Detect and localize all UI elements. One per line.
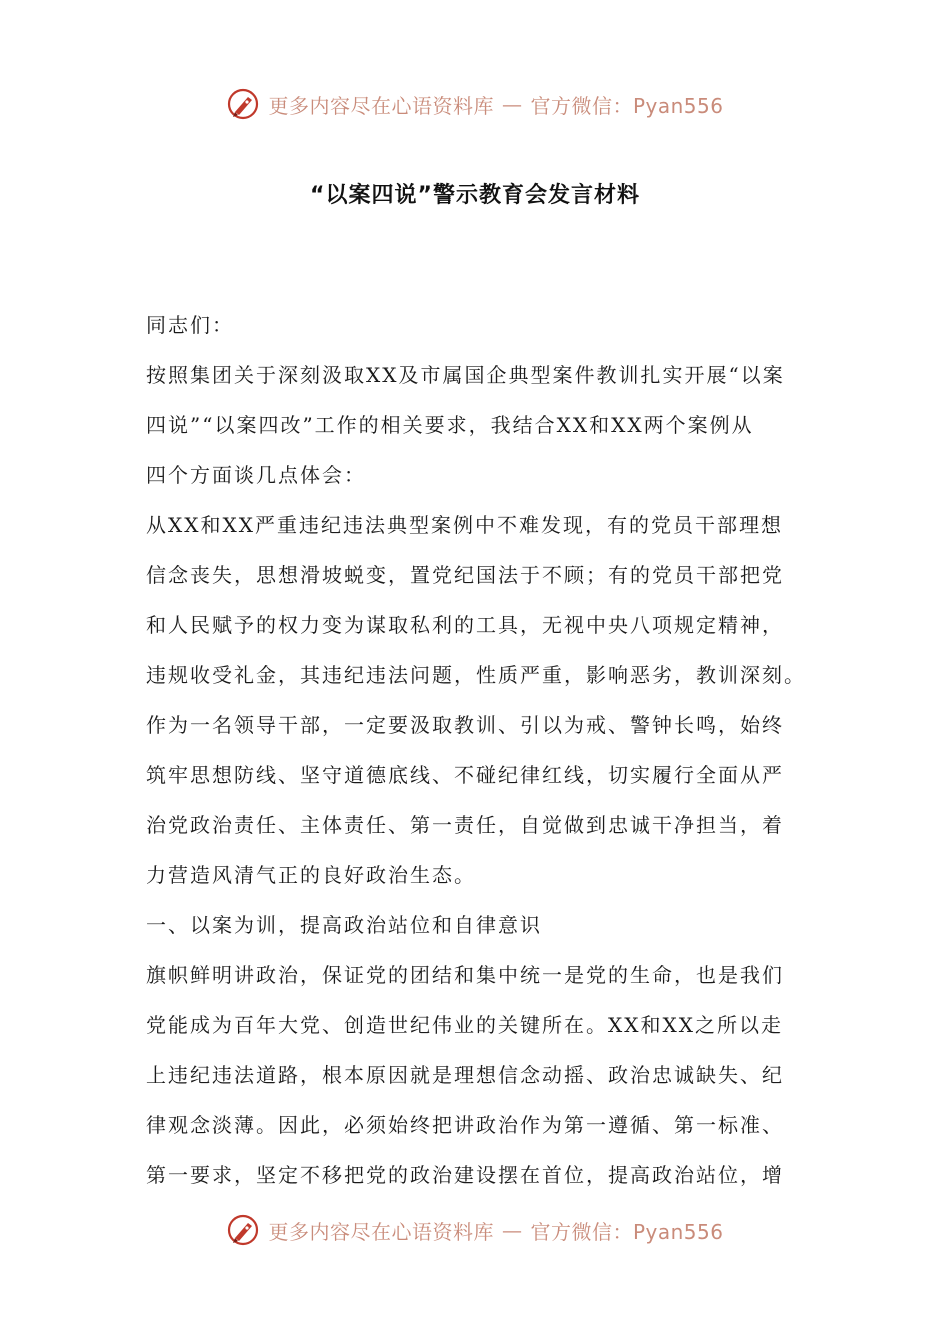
banner-wechat: 官方微信：Pyan556 (530, 93, 724, 118)
banner-text: 更多内容尽在心语资料库 (268, 1219, 494, 1244)
document-title: “以案四说”警示教育会发言材料 (310, 183, 640, 208)
body-line: 治党政治责任、主体责任、第一责任，自觉做到忠诚干净担当，着 (146, 813, 784, 837)
body-line: 党能成为百年大党、创造世纪伟业的关键所在。XX和XX之所以走 (146, 1013, 783, 1037)
body-line: 作为一名领导干部，一定要汲取教训、引以为戒、警钟长鸣，始终 (146, 713, 784, 737)
body-line: 四个方面谈几点体会： (146, 463, 366, 487)
body-line: 违规收受礼金，其违纪违法问题，性质严重，影响恶劣，教训深刻。 (146, 663, 806, 687)
body-line: 力营造风清气正的良好政治生态。 (146, 863, 476, 887)
document-body (146, 300, 826, 1200)
header-watermark-banner (0, 84, 950, 124)
body-line: 从XX和XX严重违纪违法典型案例中不难发现，有的党员干部理想 (146, 513, 783, 537)
body-line: 信念丧失，思想滑坡蜕变，置党纪国法于不顾；有的党员干部把党 (146, 563, 784, 587)
banner-text: 更多内容尽在心语资料库 (268, 93, 494, 118)
body-line: 按照集团关于深刻汲取XX及市属国企典型案件教训扎实开展“以案 (146, 363, 785, 387)
section-heading: 一、以案为训，提高政治站位和自律意识 (146, 913, 542, 937)
pen-nib-logo-icon (226, 87, 260, 121)
banner-wechat: 官方微信：Pyan556 (530, 1219, 724, 1244)
body-line: 第一要求，坚定不移把党的政治建设摆在首位，提高政治站位，增 (146, 1163, 784, 1187)
body-line: 筑牢思想防线、坚守道德底线、不碰纪律红线，切实履行全面从严 (146, 763, 784, 787)
body-line: 和人民赋予的权力变为谋取私利的工具，无视中央八项规定精神， (146, 613, 784, 637)
body-line: 上违纪违法道路，根本原因就是理想信念动摇、政治忠诚缺失、纪 (146, 1063, 784, 1087)
body-line: 旗帜鲜明讲政治，保证党的团结和集中统一是党的生命，也是我们 (146, 963, 784, 987)
body-line: 四说”“以案四改”工作的相关要求，我结合XX和XX两个案例从 (146, 413, 754, 437)
body-line: 律观念淡薄。因此，必须始终把讲政治作为第一遵循、第一标准、 (146, 1113, 784, 1137)
footer-watermark-banner (0, 1210, 950, 1250)
body-line: 同志们： (146, 313, 234, 337)
banner-separator: — (501, 92, 523, 116)
pen-nib-logo-icon (226, 1213, 260, 1247)
banner-separator: — (501, 1218, 523, 1242)
